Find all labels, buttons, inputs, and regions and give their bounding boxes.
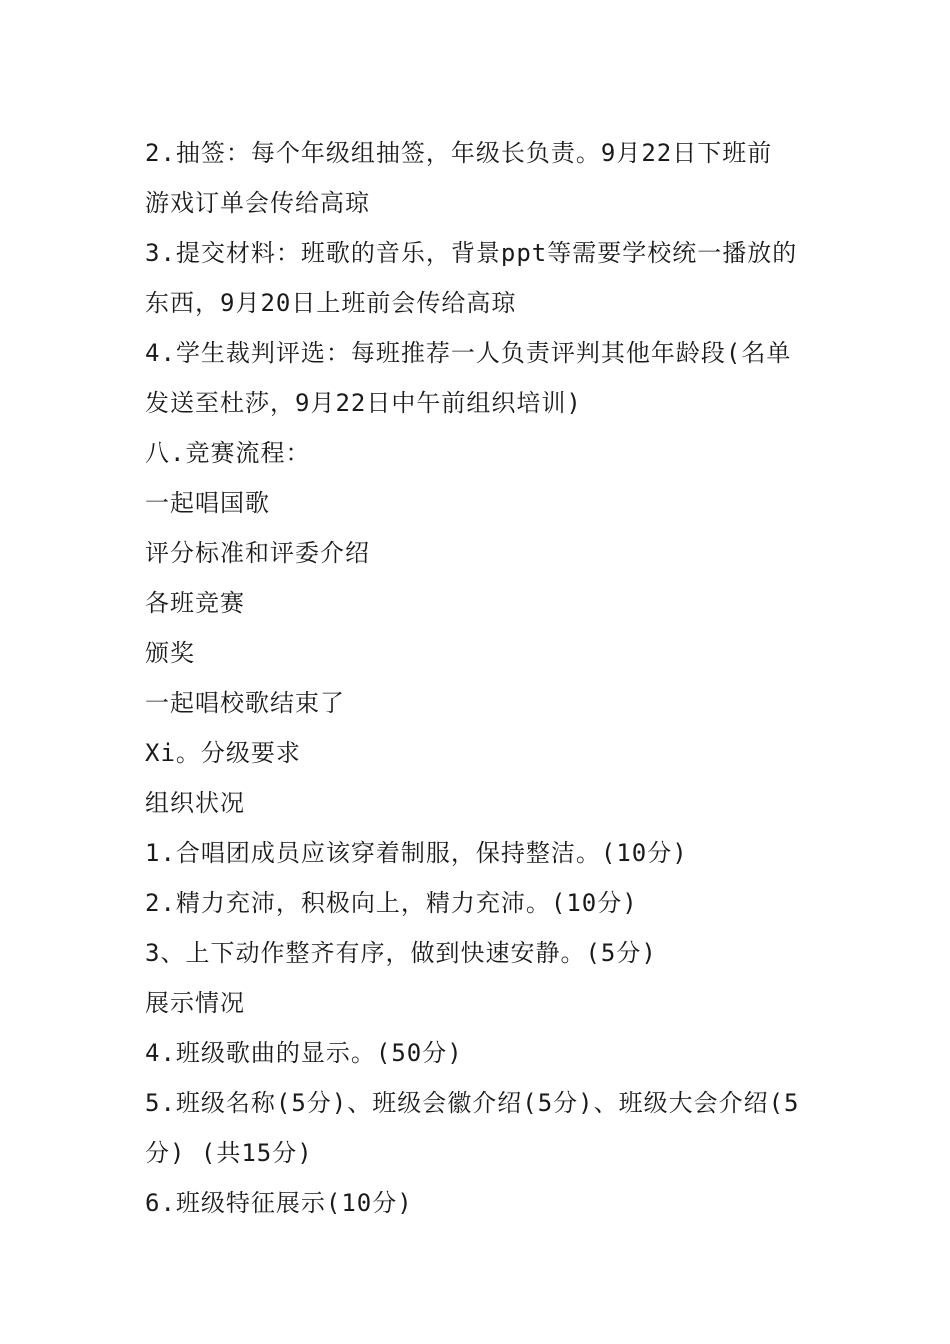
text-line: 4.班级歌曲的显示。(50分) xyxy=(145,1039,463,1067)
text-line: 分) (共15分) xyxy=(145,1139,313,1167)
text-line: 3、上下动作整齐有序，做到快速安静。(5分) xyxy=(145,939,657,967)
document-page xyxy=(145,128,810,1228)
text-line: 5.班级名称(5分)、班级会徽介绍(5分)、班级大会介绍(5 xyxy=(145,1089,800,1117)
text-line: 6.班级特征展示(10分) xyxy=(145,1189,413,1217)
text-line: 一起唱国歌 xyxy=(145,489,270,517)
text-line: 发送至杜莎，9月22日中午前组织培训) xyxy=(145,389,582,417)
subsection-heading: 组织状况 xyxy=(145,789,245,817)
text-line: 评分标准和评委介绍 xyxy=(145,539,370,567)
text-line: 1.合唱团成员应该穿着制服，保持整洁。(10分) xyxy=(145,839,688,867)
text-line: 一起唱校歌结束了 xyxy=(145,689,345,717)
section-heading: 八.竞赛流程： xyxy=(145,439,311,467)
text-line: 各班竞赛 xyxy=(145,589,245,617)
subsection-heading: 展示情况 xyxy=(145,989,245,1017)
section-heading: Xi。分级要求 xyxy=(145,739,301,767)
text-line: 2.抽签：每个年级组抽签，年级长负责。9月22日下班前 xyxy=(145,139,773,167)
text-line: 游戏订单会传给高琼 xyxy=(145,189,370,217)
text-line: 东西，9月20日上班前会传给高琼 xyxy=(145,289,517,317)
text-line: 2.精力充沛，积极向上，精力充沛。(10分) xyxy=(145,889,638,917)
text-line: 3.提交材料：班歌的音乐，背景ppt等需要学校统一播放的 xyxy=(145,239,798,267)
text-line: 颁奖 xyxy=(145,639,195,667)
text-line: 4.学生裁判评选：每班推荐一人负责评判其他年龄段(名单 xyxy=(145,339,792,367)
